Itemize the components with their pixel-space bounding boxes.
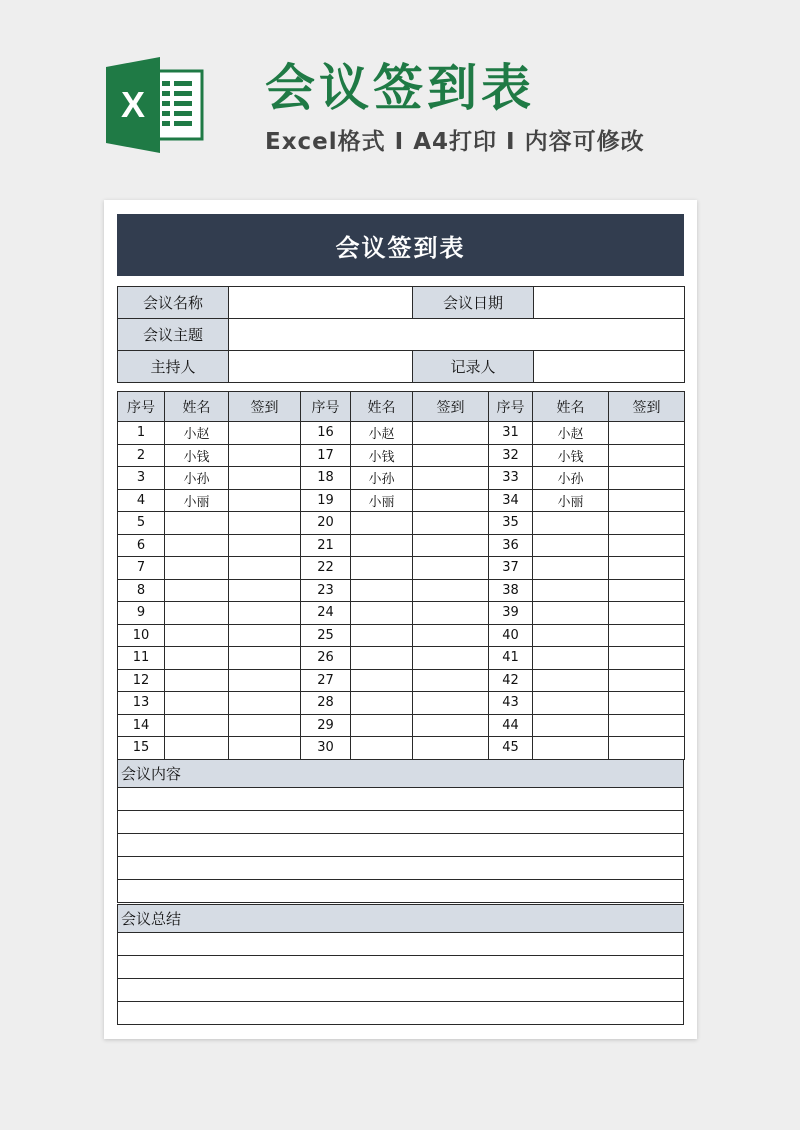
seq-cell: 23 bbox=[301, 579, 351, 602]
meeting-name-label: 会议名称 bbox=[118, 287, 229, 319]
name-cell: 小丽 bbox=[165, 489, 229, 512]
sign-cell[interactable] bbox=[229, 579, 301, 602]
seq-cell: 13 bbox=[118, 692, 165, 715]
meeting-topic-cell[interactable] bbox=[229, 319, 685, 351]
seq-cell: 31 bbox=[489, 422, 533, 445]
seq-cell: 20 bbox=[301, 512, 351, 535]
name-cell bbox=[165, 602, 229, 625]
name-cell bbox=[533, 512, 609, 535]
seq-cell: 14 bbox=[118, 714, 165, 737]
attendance-header-cell: 序号 bbox=[118, 392, 165, 422]
content-line[interactable] bbox=[118, 834, 684, 857]
name-cell bbox=[351, 602, 413, 625]
name-cell bbox=[533, 579, 609, 602]
seq-cell: 1 bbox=[118, 422, 165, 445]
meeting-info-table bbox=[117, 286, 685, 383]
name-cell bbox=[351, 647, 413, 670]
name-cell: 小钱 bbox=[533, 444, 609, 467]
attendance-header-cell: 姓名 bbox=[533, 392, 609, 422]
name-cell bbox=[351, 692, 413, 715]
sign-cell[interactable] bbox=[413, 557, 489, 580]
seq-cell: 21 bbox=[301, 534, 351, 557]
name-cell bbox=[533, 669, 609, 692]
name-cell bbox=[351, 512, 413, 535]
host-cell[interactable] bbox=[229, 351, 413, 383]
name-cell bbox=[165, 557, 229, 580]
seq-cell: 24 bbox=[301, 602, 351, 625]
seq-cell: 22 bbox=[301, 557, 351, 580]
name-cell bbox=[165, 512, 229, 535]
seq-cell: 44 bbox=[489, 714, 533, 737]
sign-cell[interactable] bbox=[413, 669, 489, 692]
name-cell bbox=[533, 557, 609, 580]
sign-cell[interactable] bbox=[609, 467, 685, 490]
table-row bbox=[118, 512, 685, 535]
seq-cell: 29 bbox=[301, 714, 351, 737]
seq-cell: 4 bbox=[118, 489, 165, 512]
table-row bbox=[118, 444, 685, 467]
name-cell: 小丽 bbox=[533, 489, 609, 512]
recorder-cell[interactable] bbox=[534, 351, 685, 383]
attendance-header-cell: 姓名 bbox=[351, 392, 413, 422]
table-row bbox=[118, 422, 685, 445]
sign-cell[interactable] bbox=[229, 512, 301, 535]
seq-cell: 37 bbox=[489, 557, 533, 580]
sign-cell[interactable] bbox=[609, 737, 685, 760]
seq-cell: 16 bbox=[301, 422, 351, 445]
name-cell: 小赵 bbox=[351, 422, 413, 445]
sign-cell[interactable] bbox=[413, 467, 489, 490]
sign-cell[interactable] bbox=[609, 512, 685, 535]
summary-line[interactable] bbox=[118, 1002, 684, 1025]
seq-cell: 39 bbox=[489, 602, 533, 625]
sign-cell[interactable] bbox=[609, 714, 685, 737]
table-row bbox=[118, 602, 685, 625]
sign-cell[interactable] bbox=[229, 467, 301, 490]
sign-cell[interactable] bbox=[413, 602, 489, 625]
seq-cell: 43 bbox=[489, 692, 533, 715]
seq-cell: 45 bbox=[489, 737, 533, 760]
sign-cell[interactable] bbox=[609, 422, 685, 445]
table-row bbox=[118, 579, 685, 602]
seq-cell: 6 bbox=[118, 534, 165, 557]
sign-cell[interactable] bbox=[609, 534, 685, 557]
name-cell bbox=[351, 557, 413, 580]
table-row bbox=[118, 467, 685, 490]
name-cell: 小孙 bbox=[351, 467, 413, 490]
table-row bbox=[118, 714, 685, 737]
meeting-summary-table bbox=[117, 904, 684, 1025]
name-cell bbox=[533, 647, 609, 670]
sign-cell[interactable] bbox=[413, 489, 489, 512]
sign-cell[interactable] bbox=[413, 534, 489, 557]
seq-cell: 28 bbox=[301, 692, 351, 715]
name-cell bbox=[351, 534, 413, 557]
name-cell bbox=[165, 692, 229, 715]
name-cell: 小丽 bbox=[351, 489, 413, 512]
meeting-content-label: 会议内容 bbox=[118, 760, 684, 788]
sign-cell[interactable] bbox=[413, 624, 489, 647]
excel-logo-letter: X bbox=[120, 84, 146, 125]
content-line[interactable] bbox=[118, 880, 684, 903]
meeting-content-table bbox=[117, 759, 684, 903]
seq-cell: 25 bbox=[301, 624, 351, 647]
table-row bbox=[118, 692, 685, 715]
seq-cell: 41 bbox=[489, 647, 533, 670]
name-cell bbox=[533, 534, 609, 557]
name-cell bbox=[165, 647, 229, 670]
name-cell bbox=[533, 624, 609, 647]
sign-cell[interactable] bbox=[413, 444, 489, 467]
sign-cell[interactable] bbox=[609, 647, 685, 670]
seq-cell: 3 bbox=[118, 467, 165, 490]
sign-cell[interactable] bbox=[413, 692, 489, 715]
sign-cell[interactable] bbox=[413, 579, 489, 602]
sign-cell[interactable] bbox=[229, 602, 301, 625]
sign-cell[interactable] bbox=[609, 692, 685, 715]
name-cell bbox=[533, 714, 609, 737]
seq-cell: 18 bbox=[301, 467, 351, 490]
sign-cell[interactable] bbox=[229, 489, 301, 512]
meeting-name-cell[interactable] bbox=[229, 287, 413, 319]
seq-cell: 30 bbox=[301, 737, 351, 760]
sign-cell[interactable] bbox=[609, 624, 685, 647]
sign-cell[interactable] bbox=[609, 489, 685, 512]
sign-cell[interactable] bbox=[229, 669, 301, 692]
content-line[interactable] bbox=[118, 857, 684, 880]
seq-cell: 34 bbox=[489, 489, 533, 512]
meeting-topic-label: 会议主题 bbox=[118, 319, 229, 351]
sign-cell[interactable] bbox=[609, 557, 685, 580]
seq-cell: 38 bbox=[489, 579, 533, 602]
host-label: 主持人 bbox=[118, 351, 229, 383]
sign-cell[interactable] bbox=[229, 534, 301, 557]
summary-line[interactable] bbox=[118, 979, 684, 1002]
content-line[interactable] bbox=[118, 811, 684, 834]
attendance-header-cell: 签到 bbox=[413, 392, 489, 422]
seq-cell: 27 bbox=[301, 669, 351, 692]
name-cell bbox=[165, 624, 229, 647]
seq-cell: 36 bbox=[489, 534, 533, 557]
sign-cell[interactable] bbox=[413, 647, 489, 670]
table-row bbox=[118, 534, 685, 557]
table-row bbox=[118, 669, 685, 692]
attendance-header-cell: 序号 bbox=[301, 392, 351, 422]
sign-cell[interactable] bbox=[229, 737, 301, 760]
seq-cell: 7 bbox=[118, 557, 165, 580]
sign-cell[interactable] bbox=[413, 512, 489, 535]
summary-line[interactable] bbox=[118, 956, 684, 979]
attendance-header-cell: 签到 bbox=[229, 392, 301, 422]
attendance-table bbox=[117, 391, 685, 760]
content-line[interactable] bbox=[118, 788, 684, 811]
name-cell bbox=[165, 669, 229, 692]
sign-cell[interactable] bbox=[609, 669, 685, 692]
name-cell: 小孙 bbox=[533, 467, 609, 490]
sheet-title: 会议签到表 bbox=[117, 214, 684, 276]
sign-cell[interactable] bbox=[413, 714, 489, 737]
seq-cell: 17 bbox=[301, 444, 351, 467]
seq-cell: 2 bbox=[118, 444, 165, 467]
summary-line[interactable] bbox=[118, 933, 684, 956]
attendance-header-cell: 序号 bbox=[489, 392, 533, 422]
attendance-header-cell: 姓名 bbox=[165, 392, 229, 422]
name-cell bbox=[533, 692, 609, 715]
name-cell bbox=[351, 669, 413, 692]
seq-cell: 10 bbox=[118, 624, 165, 647]
meeting-date-cell[interactable] bbox=[534, 287, 685, 319]
table-row bbox=[118, 557, 685, 580]
recorder-label: 记录人 bbox=[413, 351, 534, 383]
name-cell bbox=[165, 714, 229, 737]
sign-cell[interactable] bbox=[229, 714, 301, 737]
table-row bbox=[118, 624, 685, 647]
table-row bbox=[118, 489, 685, 512]
name-cell: 小赵 bbox=[533, 422, 609, 445]
sign-cell[interactable] bbox=[609, 444, 685, 467]
sign-cell[interactable] bbox=[229, 647, 301, 670]
excel-logo-icon bbox=[104, 57, 204, 153]
seq-cell: 9 bbox=[118, 602, 165, 625]
name-cell bbox=[533, 737, 609, 760]
meeting-summary-label: 会议总结 bbox=[118, 905, 684, 933]
seq-cell: 32 bbox=[489, 444, 533, 467]
name-cell bbox=[351, 714, 413, 737]
seq-cell: 35 bbox=[489, 512, 533, 535]
seq-cell: 26 bbox=[301, 647, 351, 670]
sign-cell[interactable] bbox=[229, 624, 301, 647]
attendance-header-row bbox=[118, 392, 685, 422]
seq-cell: 40 bbox=[489, 624, 533, 647]
name-cell: 小赵 bbox=[165, 422, 229, 445]
page-subtitle: Excel格式 I A4打印 I 内容可修改 bbox=[265, 129, 645, 155]
seq-cell: 42 bbox=[489, 669, 533, 692]
seq-cell: 15 bbox=[118, 737, 165, 760]
seq-cell: 8 bbox=[118, 579, 165, 602]
sign-cell[interactable] bbox=[229, 444, 301, 467]
sign-cell[interactable] bbox=[413, 422, 489, 445]
name-cell bbox=[165, 534, 229, 557]
seq-cell: 5 bbox=[118, 512, 165, 535]
name-cell bbox=[351, 579, 413, 602]
name-cell bbox=[351, 737, 413, 760]
page-title: 会议签到表 bbox=[265, 59, 535, 117]
sign-cell[interactable] bbox=[229, 557, 301, 580]
table-row bbox=[118, 647, 685, 670]
sign-cell[interactable] bbox=[413, 737, 489, 760]
seq-cell: 11 bbox=[118, 647, 165, 670]
seq-cell: 12 bbox=[118, 669, 165, 692]
sign-cell[interactable] bbox=[229, 692, 301, 715]
name-cell: 小孙 bbox=[165, 467, 229, 490]
name-cell bbox=[165, 737, 229, 760]
sign-cell[interactable] bbox=[229, 422, 301, 445]
sign-cell[interactable] bbox=[609, 602, 685, 625]
name-cell bbox=[533, 602, 609, 625]
sign-cell[interactable] bbox=[609, 579, 685, 602]
seq-cell: 19 bbox=[301, 489, 351, 512]
meeting-date-label: 会议日期 bbox=[413, 287, 534, 319]
name-cell bbox=[351, 624, 413, 647]
name-cell: 小钱 bbox=[351, 444, 413, 467]
name-cell: 小钱 bbox=[165, 444, 229, 467]
attendance-header-cell: 签到 bbox=[609, 392, 685, 422]
table-row bbox=[118, 737, 685, 760]
seq-cell: 33 bbox=[489, 467, 533, 490]
name-cell bbox=[165, 579, 229, 602]
